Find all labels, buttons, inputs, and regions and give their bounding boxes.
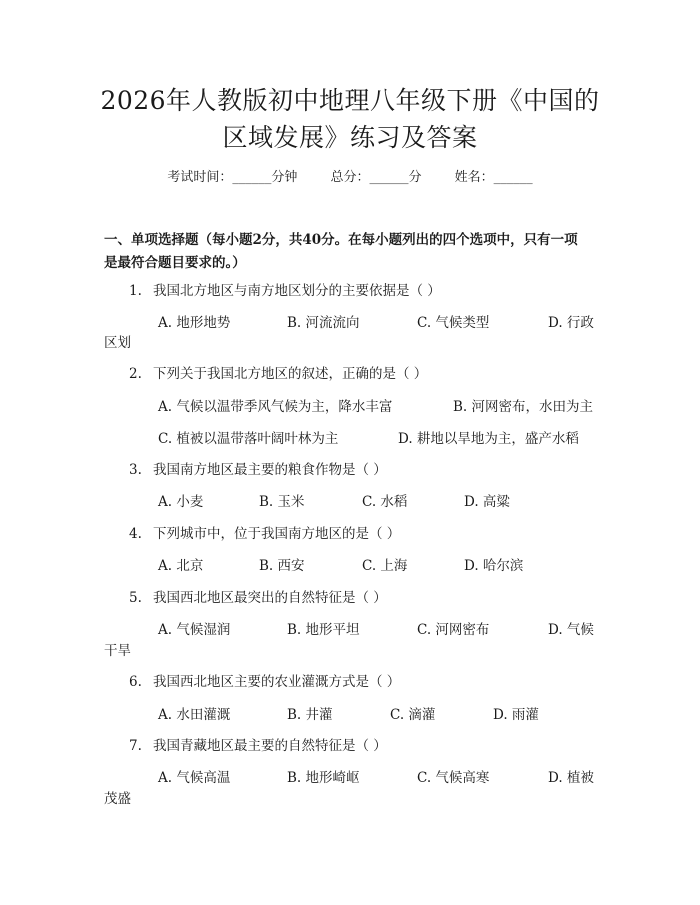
option-b: B. 地形平坦 [287, 622, 360, 638]
question-text: 下列城市中，位于我国南方地区的是（ ） [153, 526, 401, 542]
option-d-wrap: 茂盛 [104, 791, 131, 807]
question-text: 我国西北地区最突出的自然特征是（ ） [153, 590, 387, 606]
question-3 [104, 460, 604, 480]
option-d: D. 气候 [548, 622, 594, 638]
question-5 [104, 588, 604, 608]
option-c: C. 气候高寒 [417, 770, 490, 786]
option-b: B. 玉米 [259, 494, 305, 510]
question-number: 1. [129, 283, 142, 299]
question-number: 7. [129, 738, 142, 754]
section-heading [104, 229, 604, 275]
question-text: 我国青藏地区最主要的自然特征是（ ） [153, 738, 387, 754]
option-a: A. 气候湿润 [158, 622, 231, 638]
option-a: A. 水田灌溉 [158, 707, 231, 723]
option-d: D. 高粱 [464, 494, 510, 510]
option-a: A. 小麦 [158, 494, 204, 510]
option-c: C. 水稻 [362, 494, 408, 510]
question-text: 下列关于我国北方地区的叙述，正确的是（ ） [153, 366, 428, 382]
exam-meta [0, 168, 700, 188]
total-score-field: 总分：______分 [330, 170, 422, 185]
option-b: B. 地形崎岖 [287, 770, 360, 786]
option-d: D. 雨灌 [493, 707, 539, 723]
question-2 [104, 364, 604, 384]
option-d: D. 行政 [548, 315, 594, 331]
question-text: 我国北方地区与南方地区划分的主要依据是（ ） [153, 283, 441, 299]
question-number: 2. [129, 366, 142, 382]
option-b: B. 河流流向 [287, 315, 360, 331]
option-d: D. 耕地以旱地为主，盛产水稻 [398, 431, 579, 447]
exam-time-field: 考试时间：______分钟 [167, 170, 298, 185]
option-d-wrap: 区划 [104, 335, 131, 351]
student-name-field: 姓名：______ [454, 170, 533, 185]
section-heading-line2: 是最符合题目要求的。） [104, 255, 246, 271]
option-a: A. 北京 [158, 558, 204, 574]
question-number: 3. [129, 462, 142, 478]
option-d-wrap: 干旱 [104, 643, 131, 659]
option-d: D. 植被 [548, 770, 594, 786]
option-c: C. 上海 [362, 558, 408, 574]
option-a: A. 地形地势 [158, 315, 231, 331]
question-text: 我国西北地区主要的农业灌溉方式是（ ） [153, 674, 401, 690]
option-c: C. 滴灌 [390, 707, 436, 723]
question-text: 我国南方地区最主要的粮食作物是（ ） [153, 462, 387, 478]
question-number: 5. [129, 590, 142, 606]
option-b: B. 河网密布，水田为主 [453, 399, 594, 415]
option-c: C. 植被以温带落叶阔叶林为主 [158, 431, 339, 447]
question-1 [104, 281, 604, 301]
option-c: C. 气候类型 [417, 315, 490, 331]
question-7 [104, 736, 604, 756]
option-b: B. 井灌 [287, 707, 333, 723]
question-number: 6. [129, 674, 142, 690]
page-title-line1: 2026年人教版初中地理八年级下册《中国的 [100, 86, 600, 115]
option-a: A. 气候高温 [158, 770, 231, 786]
question-number: 4. [129, 526, 142, 542]
section-heading-line1: 一、单项选择题（每小题2分，共40分。在每小题列出的四个选项中，只有一项 [104, 232, 578, 248]
option-b: B. 西安 [259, 558, 305, 574]
question-4 [104, 524, 604, 544]
page-title-line2: 区域发展》练习及答案 [222, 123, 478, 152]
option-c: C. 河网密布 [417, 622, 490, 638]
option-d: D. 哈尔滨 [464, 558, 524, 574]
option-a: A. 气候以温带季风气候为主，降水丰富 [158, 399, 393, 415]
question-6 [104, 672, 604, 692]
